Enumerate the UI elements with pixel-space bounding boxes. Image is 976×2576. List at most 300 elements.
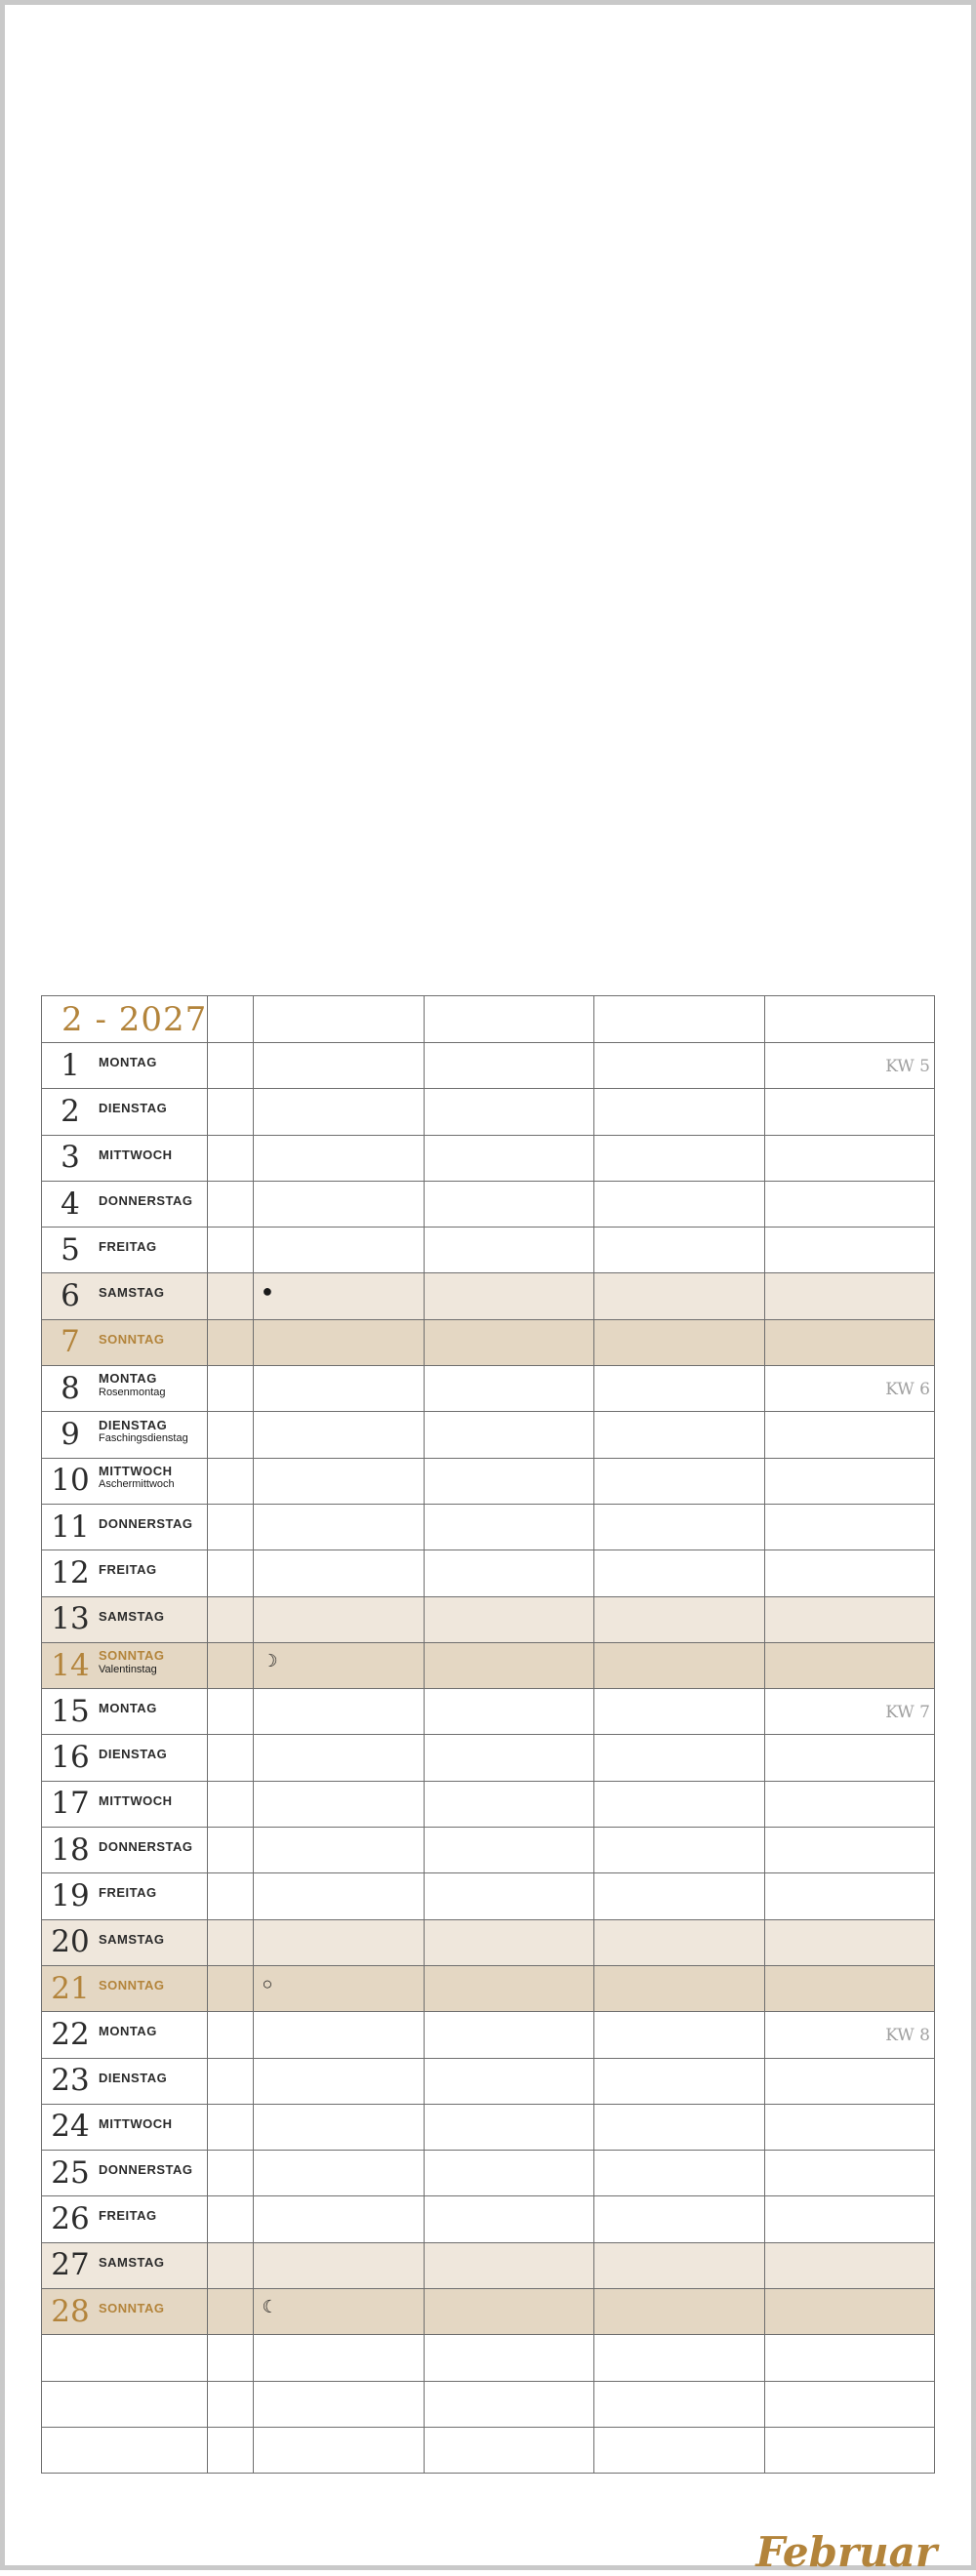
empty-cell[interactable] — [208, 2427, 254, 2473]
day-info — [99, 1194, 192, 1208]
day-label-cell — [42, 2012, 208, 2058]
day-number: 23 — [51, 2063, 90, 2099]
entry-cell[interactable] — [424, 1043, 593, 1089]
entry-cell[interactable] — [764, 1412, 934, 1458]
day-label-cell — [42, 1596, 208, 1642]
day-row — [42, 1043, 935, 1089]
day-label — [42, 1320, 207, 1365]
day-number: 17 — [51, 1786, 90, 1822]
entry-cell[interactable] — [424, 1089, 593, 1135]
entry-cell[interactable] — [594, 1412, 764, 1458]
calendar-header-row — [42, 996, 935, 1043]
entry-cell[interactable] — [254, 2058, 424, 2104]
entry-cell[interactable] — [424, 1689, 593, 1735]
empty-cell[interactable] — [254, 2381, 424, 2427]
empty-cell[interactable] — [254, 2427, 424, 2473]
entry-cell[interactable] — [254, 1596, 424, 1642]
day-row — [42, 1965, 935, 2011]
empty-cell[interactable] — [424, 2381, 593, 2427]
day-label — [42, 1412, 207, 1457]
entry-cell[interactable] — [254, 1412, 424, 1458]
day-number: 10 — [51, 1463, 90, 1499]
day-label-cell — [42, 1319, 208, 1365]
weekday-name: MONTAG — [99, 2024, 157, 2039]
day-number: 7 — [61, 1324, 80, 1360]
day-label — [42, 2012, 207, 2057]
entry-cell[interactable] — [424, 1412, 593, 1458]
day-label — [42, 1366, 207, 1411]
entry-cell[interactable] — [764, 1550, 934, 1596]
entry-cell[interactable] — [424, 1550, 593, 1596]
day-label-cell — [42, 2058, 208, 2104]
entry-cell[interactable] — [764, 1828, 934, 1873]
entry-cell[interactable] — [424, 1135, 593, 1181]
entry-cell[interactable] — [254, 1089, 424, 1135]
entry-cell[interactable] — [254, 1642, 424, 1688]
day-label — [42, 1873, 207, 1918]
day-label-cell — [42, 2289, 208, 2335]
entry-cell[interactable] — [424, 1919, 593, 1965]
day-number: 1 — [61, 1047, 80, 1083]
entry-cell[interactable] — [764, 1781, 934, 1827]
header-cell — [208, 996, 254, 1043]
entry-cell[interactable] — [764, 2104, 934, 2150]
weekday-name: SAMSTAG — [99, 1285, 165, 1301]
day-label-cell — [42, 2104, 208, 2150]
holiday-name: Rosenmontag — [99, 1386, 166, 1398]
weekday-name: FREITAG — [99, 1239, 157, 1255]
entry-cell[interactable] — [594, 1043, 764, 1089]
day-number: 13 — [51, 1601, 90, 1637]
day-row — [42, 1228, 935, 1273]
day-row — [42, 1504, 935, 1550]
day-info — [99, 1979, 165, 1992]
entry-cell[interactable] — [254, 1965, 424, 2011]
entry-cell[interactable] — [254, 2104, 424, 2150]
weekday-name: SAMSTAG — [99, 2254, 165, 2270]
day-label-cell — [42, 1873, 208, 1919]
day-label-cell — [42, 1228, 208, 1273]
marker-cell[interactable] — [208, 1873, 254, 1919]
entry-cell[interactable] — [594, 2196, 764, 2242]
day-label — [42, 1597, 207, 1642]
day-number: 26 — [51, 2201, 90, 2237]
day-label — [42, 1643, 207, 1688]
marker-cell[interactable] — [208, 2012, 254, 2058]
entry-cell[interactable] — [254, 2242, 424, 2288]
entry-cell[interactable] — [594, 1873, 764, 1919]
header-cell — [254, 996, 424, 1043]
marker-cell[interactable] — [208, 1735, 254, 1781]
marker-cell[interactable] — [208, 2058, 254, 2104]
day-number: 21 — [51, 1970, 90, 2006]
entry-cell[interactable] — [594, 2289, 764, 2335]
day-label — [42, 1089, 207, 1134]
entry-cell[interactable] — [594, 1504, 764, 1550]
day-row — [42, 1919, 935, 1965]
entry-cell[interactable] — [254, 1550, 424, 1596]
marker-cell[interactable] — [208, 1504, 254, 1550]
day-row — [42, 1781, 935, 1827]
day-info — [99, 1286, 165, 1300]
day-label-cell — [42, 1965, 208, 2011]
entry-cell[interactable] — [254, 1873, 424, 1919]
day-label-cell — [42, 1504, 208, 1550]
day-info — [99, 1933, 165, 1947]
day-number: 20 — [51, 1924, 90, 1960]
moon-phase-icon: ● — [262, 1281, 273, 1302]
entry-cell[interactable] — [254, 1319, 424, 1365]
entry-cell[interactable] — [424, 2151, 593, 2196]
weekday-name: SONNTAG — [99, 2301, 165, 2316]
weekday-name: DIENSTAG — [99, 1747, 168, 1762]
empty-cell[interactable] — [594, 2335, 764, 2381]
entry-cell[interactable] — [424, 1504, 593, 1550]
empty-cell[interactable] — [764, 2335, 934, 2381]
entry-cell[interactable] — [424, 2104, 593, 2150]
day-info — [99, 2072, 167, 2085]
entry-cell[interactable] — [424, 1873, 593, 1919]
day-number: 14 — [51, 1647, 90, 1683]
entry-cell[interactable] — [594, 1228, 764, 1273]
marker-cell[interactable] — [208, 1228, 254, 1273]
entry-cell[interactable] — [764, 1319, 934, 1365]
day-info — [99, 1748, 167, 1761]
entry-cell[interactable] — [764, 1735, 934, 1781]
day-number: 2 — [61, 1093, 80, 1129]
day-info — [99, 2256, 165, 2270]
entry-cell[interactable] — [254, 1504, 424, 1550]
entry-cell[interactable] — [424, 1642, 593, 1688]
empty-cell[interactable] — [764, 2427, 934, 2473]
entry-cell[interactable] — [764, 2151, 934, 2196]
entry-cell[interactable] — [254, 2196, 424, 2242]
day-row — [42, 1319, 935, 1365]
calendar-week-label: KW 6 — [885, 1380, 930, 1400]
entry-cell[interactable] — [254, 1273, 424, 1319]
day-label-cell — [42, 1828, 208, 1873]
entry-cell[interactable] — [424, 2012, 593, 2058]
day-label-cell — [42, 1689, 208, 1735]
entry-cell[interactable] — [594, 1781, 764, 1827]
entry-cell[interactable] — [424, 1319, 593, 1365]
entry-cell[interactable] — [594, 1735, 764, 1781]
entry-cell[interactable] — [594, 1596, 764, 1642]
entry-cell[interactable] — [764, 2058, 934, 2104]
entry-cell[interactable] — [594, 1181, 764, 1227]
day-label — [42, 1505, 207, 1550]
entry-cell[interactable] — [764, 1366, 934, 1412]
entry-cell[interactable] — [254, 1919, 424, 1965]
day-label-cell — [42, 1735, 208, 1781]
day-label — [42, 1182, 207, 1227]
day-label-cell — [42, 1089, 208, 1135]
marker-cell[interactable] — [208, 2151, 254, 2196]
marker-cell[interactable] — [208, 1458, 254, 1504]
holiday-name: Faschingsdienstag — [99, 1432, 188, 1445]
marker-cell[interactable] — [208, 1273, 254, 1319]
day-label — [42, 1735, 207, 1780]
marker-cell[interactable] — [208, 1642, 254, 1688]
empty-cell[interactable] — [208, 2335, 254, 2381]
day-number: 9 — [61, 1417, 80, 1453]
entry-cell[interactable] — [424, 1965, 593, 2011]
marker-cell[interactable] — [208, 1089, 254, 1135]
entry-cell[interactable] — [764, 1458, 934, 1504]
weekday-name: DONNERSTAG — [99, 1192, 193, 1208]
day-label — [42, 1920, 207, 1965]
empty-cell[interactable] — [764, 2381, 934, 2427]
holiday-name: Valentinstag — [99, 1663, 157, 1675]
day-number: 18 — [51, 1831, 90, 1868]
calendar-grid — [41, 995, 935, 2474]
day-label-cell — [42, 1412, 208, 1458]
entry-cell[interactable] — [764, 2242, 934, 2288]
weekday-name: MONTAG — [99, 1701, 157, 1716]
entry-cell[interactable] — [424, 2289, 593, 2335]
marker-cell[interactable] — [208, 2242, 254, 2288]
entry-cell[interactable] — [764, 1273, 934, 1319]
entry-cell[interactable] — [764, 2196, 934, 2242]
marker-cell[interactable] — [208, 1596, 254, 1642]
entry-cell[interactable] — [764, 2012, 934, 2058]
day-number: 12 — [51, 1554, 90, 1590]
entry-cell[interactable] — [764, 1873, 934, 1919]
entry-cell[interactable] — [254, 2289, 424, 2335]
entry-cell[interactable] — [764, 1965, 934, 2011]
day-number: 19 — [51, 1877, 90, 1913]
day-number: 28 — [51, 2293, 90, 2329]
entry-cell[interactable] — [424, 1596, 593, 1642]
day-row — [42, 2012, 935, 2058]
weekday-name: FREITAG — [99, 1885, 157, 1901]
day-label — [42, 1828, 207, 1872]
day-label-cell — [42, 1273, 208, 1319]
marker-cell[interactable] — [208, 1181, 254, 1227]
weekday-name: SONNTAG — [99, 1977, 165, 1992]
day-row — [42, 1735, 935, 1781]
day-row — [42, 1596, 935, 1642]
entry-cell[interactable] — [424, 1228, 593, 1273]
day-number: 16 — [51, 1740, 90, 1776]
entry-cell[interactable] — [254, 1689, 424, 1735]
entry-cell[interactable] — [764, 1504, 934, 1550]
entry-cell[interactable] — [254, 1181, 424, 1227]
day-label-cell — [42, 1550, 208, 1596]
day-number: 3 — [61, 1140, 80, 1176]
empty-cell[interactable] — [42, 2427, 208, 2473]
entry-cell[interactable] — [254, 1781, 424, 1827]
entry-cell[interactable] — [594, 2058, 764, 2104]
day-label-cell — [42, 1366, 208, 1412]
day-label-cell — [42, 1181, 208, 1227]
weekday-name: FREITAG — [99, 2208, 157, 2224]
day-label — [42, 2105, 207, 2150]
entry-cell[interactable] — [424, 2196, 593, 2242]
day-info — [99, 1465, 175, 1491]
day-label-cell — [42, 2151, 208, 2196]
weekday-name: SAMSTAG — [99, 1608, 165, 1624]
entry-cell[interactable] — [764, 1919, 934, 1965]
entry-cell[interactable] — [254, 2151, 424, 2196]
weekday-name: FREITAG — [99, 1562, 157, 1578]
weekday-name: DONNERSTAG — [99, 1515, 193, 1531]
day-row — [42, 2058, 935, 2104]
calendar-week-label: KW 7 — [885, 1703, 930, 1723]
empty-cell[interactable] — [594, 2427, 764, 2473]
entry-cell[interactable] — [594, 2012, 764, 2058]
weekday-name: SONNTAG — [99, 1648, 165, 1664]
marker-cell[interactable] — [208, 1689, 254, 1735]
entry-cell[interactable] — [254, 1366, 424, 1412]
entry-cell[interactable] — [594, 1828, 764, 1873]
day-number: 22 — [51, 2016, 90, 2052]
day-label — [42, 1782, 207, 1827]
marker-cell[interactable] — [208, 1366, 254, 1412]
entry-cell[interactable] — [424, 1273, 593, 1319]
marker-cell[interactable] — [208, 1319, 254, 1365]
entry-cell[interactable] — [424, 2242, 593, 2288]
marker-cell[interactable] — [208, 2104, 254, 2150]
entry-cell[interactable] — [254, 1135, 424, 1181]
entry-cell[interactable] — [424, 1735, 593, 1781]
day-label — [42, 2059, 207, 2104]
entry-cell[interactable] — [594, 1089, 764, 1135]
entry-cell[interactable] — [594, 1458, 764, 1504]
entry-cell[interactable] — [424, 1366, 593, 1412]
weekday-name: DIENSTAG — [99, 1417, 168, 1432]
day-number: 6 — [61, 1278, 80, 1314]
day-row — [42, 1412, 935, 1458]
empty-cell[interactable] — [424, 2427, 593, 2473]
calendar-image-area — [41, 39, 935, 976]
day-row — [42, 1273, 935, 1319]
day-number: 5 — [61, 1231, 80, 1268]
entry-cell[interactable] — [594, 1319, 764, 1365]
month-name: Februar — [755, 2528, 937, 2576]
empty-cell[interactable] — [42, 2381, 208, 2427]
marker-cell[interactable] — [208, 1919, 254, 1965]
entry-cell[interactable] — [764, 1089, 934, 1135]
weekday-name: MITTWOCH — [99, 2115, 173, 2131]
entry-cell[interactable] — [594, 1273, 764, 1319]
day-info — [99, 1794, 172, 1808]
entry-cell[interactable] — [594, 1366, 764, 1412]
day-number: 25 — [51, 2154, 90, 2191]
empty-cell[interactable] — [594, 2381, 764, 2427]
entry-cell[interactable] — [764, 1689, 934, 1735]
entry-cell[interactable] — [594, 1135, 764, 1181]
day-info — [99, 2302, 165, 2315]
entry-cell[interactable] — [254, 1458, 424, 1504]
entry-cell[interactable] — [424, 2058, 593, 2104]
day-label-cell — [42, 1781, 208, 1827]
day-row — [42, 2104, 935, 2150]
holiday-name: Aschermittwoch — [99, 1478, 175, 1491]
day-label — [42, 2196, 207, 2241]
month-year-title: 2 - 2027 — [61, 999, 208, 1039]
day-info — [99, 2163, 192, 2177]
entry-cell[interactable] — [594, 1550, 764, 1596]
entry-cell[interactable] — [254, 1828, 424, 1873]
moon-phase-icon: ☽ — [262, 1650, 278, 1670]
empty-cell[interactable] — [208, 2381, 254, 2427]
entry-cell[interactable] — [254, 1043, 424, 1089]
day-row — [42, 2196, 935, 2242]
empty-cell[interactable] — [254, 2335, 424, 2381]
entry-cell[interactable] — [764, 1642, 934, 1688]
calendar-week-label: KW 8 — [885, 2026, 930, 2046]
entry-cell[interactable] — [764, 1135, 934, 1181]
day-row — [42, 1366, 935, 1412]
day-info — [99, 1517, 192, 1531]
entry-cell[interactable] — [764, 1228, 934, 1273]
day-label-cell — [42, 2196, 208, 2242]
moon-phase-icon: ○ — [262, 1973, 273, 1993]
entry-cell[interactable] — [424, 1458, 593, 1504]
day-row — [42, 1181, 935, 1227]
marker-cell[interactable] — [208, 1828, 254, 1873]
entry-cell[interactable] — [254, 1735, 424, 1781]
entry-cell[interactable] — [594, 1689, 764, 1735]
marker-cell[interactable] — [208, 1965, 254, 2011]
day-number: 11 — [51, 1509, 90, 1545]
day-label — [42, 2151, 207, 2195]
day-number: 4 — [61, 1186, 80, 1222]
entry-cell[interactable] — [594, 1965, 764, 2011]
weekday-name: DIENSTAG — [99, 2070, 168, 2085]
day-label-cell — [42, 1919, 208, 1965]
weekday-name: DIENSTAG — [99, 1101, 168, 1116]
day-row — [42, 1689, 935, 1735]
marker-cell[interactable] — [208, 1781, 254, 1827]
entry-cell[interactable] — [594, 1642, 764, 1688]
entry-cell[interactable] — [764, 1596, 934, 1642]
day-row — [42, 1458, 935, 1504]
marker-cell[interactable] — [208, 2289, 254, 2335]
entry-cell[interactable] — [594, 2151, 764, 2196]
entry-cell[interactable] — [594, 1919, 764, 1965]
day-row — [42, 2151, 935, 2196]
entry-cell[interactable] — [254, 2012, 424, 2058]
day-row — [42, 1642, 935, 1688]
day-label-cell — [42, 2242, 208, 2288]
empty-cell[interactable] — [42, 2335, 208, 2381]
entry-cell[interactable] — [594, 2242, 764, 2288]
entry-cell[interactable] — [424, 1181, 593, 1227]
marker-cell[interactable] — [208, 2196, 254, 2242]
header-cell — [764, 996, 934, 1043]
day-info — [99, 1649, 165, 1675]
entry-cell[interactable] — [764, 1181, 934, 1227]
entry-cell[interactable] — [424, 1828, 593, 1873]
empty-cell[interactable] — [424, 2335, 593, 2381]
entry-cell[interactable] — [254, 1228, 424, 1273]
marker-cell[interactable] — [208, 1135, 254, 1181]
marker-cell[interactable] — [208, 1550, 254, 1596]
moon-phase-icon: ☾ — [262, 2297, 278, 2317]
day-info — [99, 1372, 166, 1398]
entry-cell[interactable] — [424, 1781, 593, 1827]
entry-cell[interactable] — [594, 2104, 764, 2150]
day-row — [42, 2242, 935, 2288]
marker-cell[interactable] — [208, 1043, 254, 1089]
entry-cell[interactable] — [764, 1043, 934, 1089]
calendar-week-label: KW 5 — [885, 1057, 930, 1076]
weekday-name: DONNERSTAG — [99, 1839, 193, 1855]
marker-cell[interactable] — [208, 1412, 254, 1458]
entry-cell[interactable] — [764, 2289, 934, 2335]
